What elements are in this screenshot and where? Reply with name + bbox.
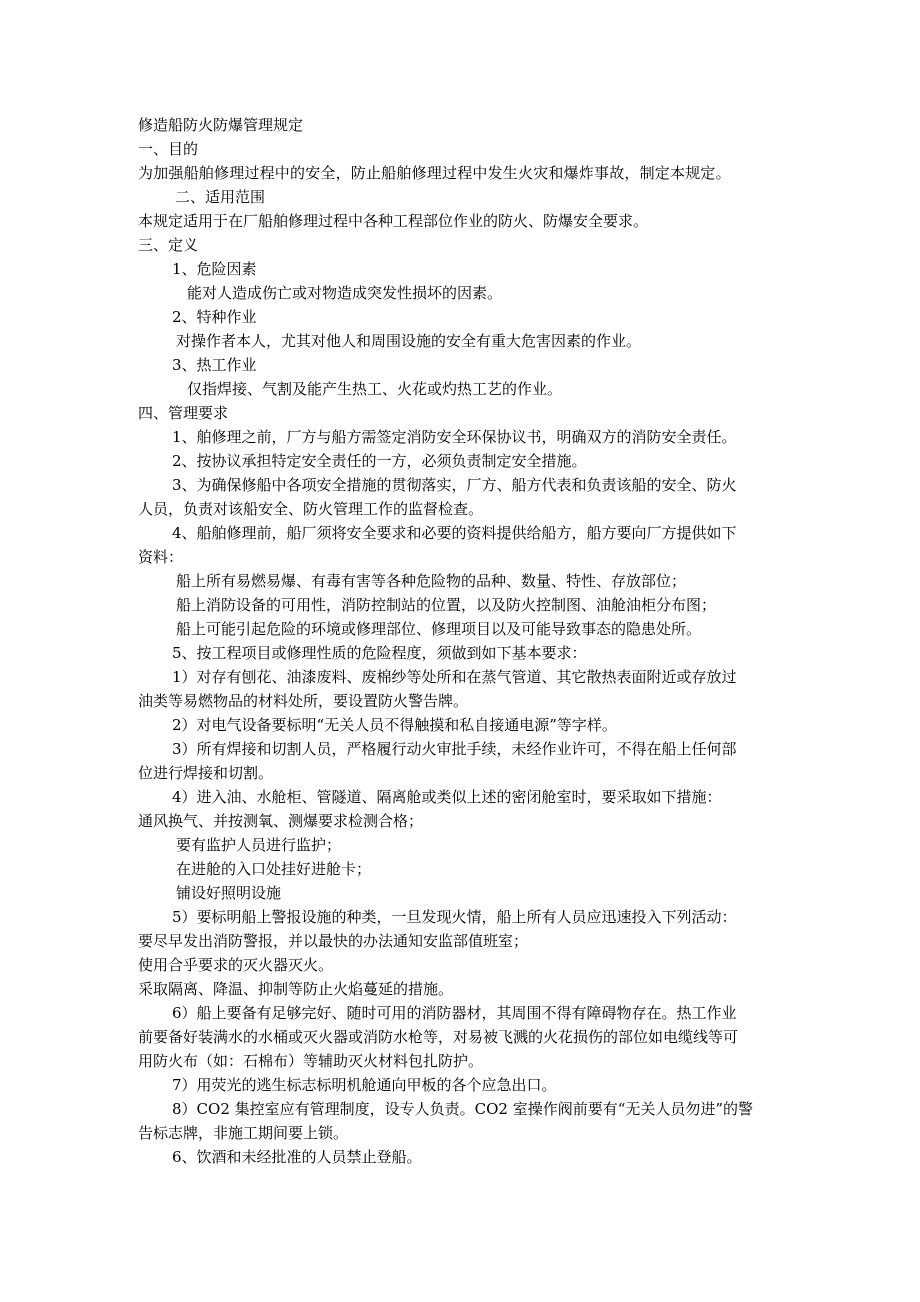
paragraph-line: 3、为确保修船中各项安全措施的贯彻落实，厂方、船方代表和负责该船的安全、防火 [172,476,737,494]
section-heading: 三、定义 [138,236,199,254]
paragraph-line: 用防火布（如：石棉布）等辅助灭火材料包扎防护。 [138,1052,484,1070]
subsection-heading: 2、特种作业 [172,308,257,326]
subsection-heading: 3、热工作业 [172,356,257,374]
paragraph-line: 6、饮酒和未经批准的人员禁止登船。 [172,1148,422,1166]
list-item: 使用合乎要求的灭火器灭火。 [138,956,334,974]
paragraph-line: 仅指焊接、气割及能产生热工、火花或灼热工艺的作业。 [187,380,563,398]
paragraph-line: 能对人造成伤亡或对物造成突发性损坏的因素。 [187,284,503,302]
paragraph-line: 3）所有焊接和切割人员，严格履行动火审批手续，未经作业许可，不得在船上任何部 [172,740,737,758]
paragraph-line: 2、按协议承担特定安全责任的一方，必须负责制定安全措施。 [172,452,587,470]
paragraph-line: 4、船舶修理前，船厂须将安全要求和必要的资料提供给船方，船方要向厂方提供如下 [172,524,737,542]
paragraph-line: 1）对存有刨花、油漆废料、废棉纱等处所和在蒸气管道、其它散热表面附近或存放过 [172,668,737,686]
paragraph-line: 位进行焊接和切割。 [138,764,274,782]
paragraph-line: 告标志牌，非施工期间要上锁。 [138,1124,349,1142]
paragraph-line: 对操作者本人，尤其对他人和周围设施的安全有重大危害因素的作业。 [176,332,642,350]
list-item: 通风换气、并按测氧、测爆要求检测合格； [138,812,424,830]
paragraph-line: 油类等易燃物品的材料处所，要设置防火警告牌。 [138,692,469,710]
paragraph-line: 资料： [138,548,184,566]
paragraph-line: 2）对电气设备要标明“无关人员不得触摸和私自接通电源”等字样。 [172,716,617,734]
paragraph-line: 为加强船舶修理过程中的安全，防止船舶修理过程中发生火灾和爆炸事故，制定本规定。 [138,164,731,182]
subsection-heading: 1、危险因素 [172,260,257,278]
document-title: 修造船防火防爆管理规定 [138,116,304,134]
paragraph-line: 4）进入油、水舱柜、管隧道、隔离舱或类似上述的密闭舱室时，要采取如下措施： [172,788,722,806]
paragraph-line: 8）CO2 集控室应有管理制度，设专人负责。CO2 室操作阀前要有“无关人员勿进”的警 [172,1100,754,1118]
paragraph-line: 人员，负责对该船安全、防火管理工作的监督检查。 [138,500,484,518]
list-item: 要尽早发出消防警报，并以最快的办法通知安监部值班室； [138,932,529,950]
list-item: 在进舱的入口处挂好进舱卡； [176,860,372,878]
paragraph-line: 5、按工程项目或修理性质的危险程度，须做到如下基本要求： [172,644,587,662]
section-heading: 一、目的 [138,140,199,158]
list-item: 船上消防设备的可用性，消防控制站的位置，以及防火控制图、油舱油柜分布图； [176,596,717,614]
paragraph-line: 5）要标明船上警报设施的种类，一旦发现火情，船上所有人员应迅速投入下列活动： [172,908,737,926]
section-heading: 二、适用范围 [175,188,266,206]
paragraph-line: 1、舶修理之前，厂方与船方需签定消防安全环保协议书，明确双方的消防安全责任。 [172,428,737,446]
list-item: 采取隔离、降温、抑制等防止火焰蔓延的措施。 [138,980,454,998]
paragraph-line: 前要备好装满水的水桶或灭火器或消防水枪等，对易被飞溅的火花损伤的部位如电缆线等可 [138,1028,739,1046]
list-item: 要有监护人员进行监护； [176,836,342,854]
list-item: 铺设好照明设施 [176,884,282,902]
section-heading: 四、管理要求 [138,404,229,422]
list-item: 船上所有易燃易爆、有毒有害等各种危险物的品种、数量、特性、存放部位； [176,572,687,590]
paragraph-line: 本规定适用于在厂船舶修理过程中各种工程部位作业的防火、防爆安全要求。 [138,212,649,230]
list-item: 船上可能引起危险的环境或修理部位、修理项目以及可能导致事态的隐患处所。 [176,620,702,638]
paragraph-line: 7）用荧光的逃生标志标明机舱通向甲板的各个应急出口。 [172,1076,557,1094]
paragraph-line: 6）船上要备有足够完好、随时可用的消防器材，其周围不得有障碍物存在。热工作业 [172,1004,737,1022]
